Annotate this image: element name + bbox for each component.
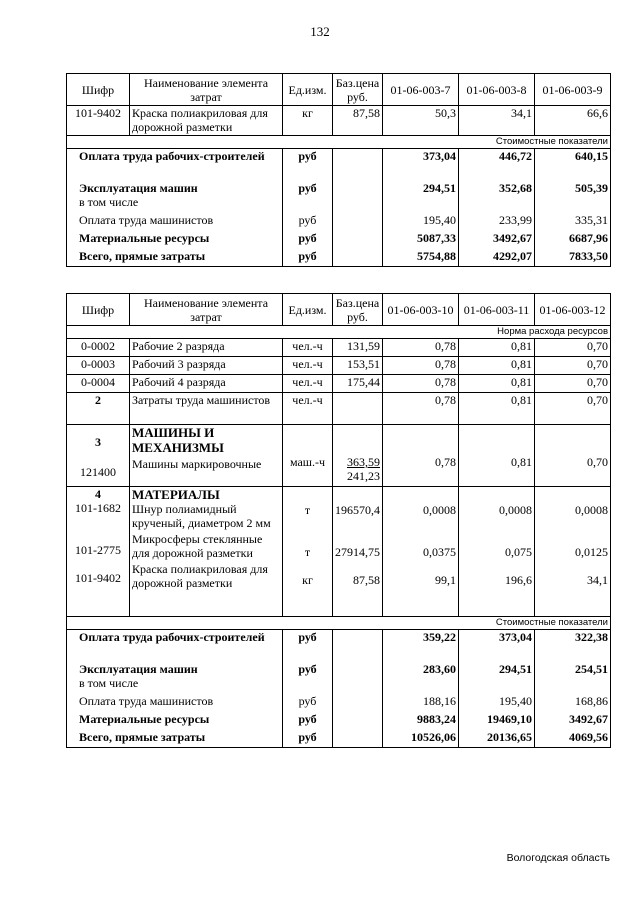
section-label: Стоимостные показатели bbox=[67, 617, 611, 630]
table-row: 0-0003 Рабочий 3 разряда чел.-ч 153,51 0,78 0,81 0,70 bbox=[67, 357, 611, 375]
machines-section: 3 121400 МАШИНЫ И МЕХАНИЗМЫ Машины маркировочные маш.-ч 363,59 241,23 0,78 0,81 0,70 bbox=[67, 425, 611, 487]
header-price: Баз.цена руб. bbox=[333, 294, 383, 326]
header-price: Баз.цена руб. bbox=[333, 74, 383, 106]
table-row: 2 Затраты труда машинистов чел.-ч 0,78 0,81 0,70 bbox=[67, 393, 611, 425]
header-col2: 01-06-003-11 bbox=[459, 294, 535, 326]
header-col1: 01-06-003-10 bbox=[383, 294, 459, 326]
header-unit: Ед.изм. bbox=[283, 74, 333, 106]
header-name: Наименование элемента затрат bbox=[130, 294, 283, 326]
header-col2: 01-06-003-8 bbox=[459, 74, 535, 106]
table-row: 0-0002 Рабочие 2 разряда чел.-ч 131,59 0,78 0,81 0,70 bbox=[67, 339, 611, 357]
header-col3: 01-06-003-12 bbox=[535, 294, 611, 326]
header-code: Шифр bbox=[67, 294, 130, 326]
page-number: 132 bbox=[310, 24, 330, 39]
header-unit: Ед.изм. bbox=[283, 294, 333, 326]
cost-table-1: Шифр Наименование элемента затрат Ед.изм. Баз.цена руб. 01-06-003-7 01-06-003-8 01-06-003-9 101-9402 Краска полиакриловая для дорожной разметки кг 87,58 50,3 34,1 66,6 Стоимостные показатели Оплата труда рабочих-строителей руб 373,04 446,72 640,15 Эксплуатация машин в том числе руб 294,51 352,68 505,39 Оплата труда машинистов руб 195,40 233,99 335,31 Материальные ресурсы руб 5087,33 3492,67 6687,96 Всего, прямые затраты руб 5754,88 4292,07 7833,50 bbox=[66, 73, 611, 267]
header-name: Наименование элемента затрат bbox=[130, 74, 283, 106]
section-label: Стоимостные показатели bbox=[67, 136, 611, 149]
table-row: 101-9402 Краска полиакриловая для дорожной разметки кг 87,58 50,3 34,1 66,6 bbox=[67, 106, 611, 136]
header-col3: 01-06-003-9 bbox=[535, 74, 611, 106]
header-col1: 01-06-003-7 bbox=[383, 74, 459, 106]
cost-table-2: Шифр Наименование элемента затрат Ед.изм. Баз.цена руб. 01-06-003-10 01-06-003-11 01-06-003-12 Норма расхода ресурсов 0-0002 Рабочие 2 разряда чел.-ч 131,59 0,78 0,81 0,70 0-0003 Рабочий 3 разряда чел.-ч 153,51 0,78 0,81 0,70 0-0004 Рабочий 4 разряда чел.-ч 175,44 0,78 0,81 0,70 2 Затраты труда машинистов чел.-ч 0,78 0,81 0,70 3 121400 МАШИНЫ И МЕХАНИЗМЫ Машины маркировочные маш.-ч 363,59 241,23 0,78 0,81 0,70 4 101-1682 101-2775 101-9402 МАТЕРИАЛЫ Шнур полиамидный крученый, диаметром 2 мм Микросферы стеклянные для дорожной разметки Краска полиакриловая для дорожной разметки т т кг 196570,4 27914,75 87,58 0,0008 0,0375 99,1 0,0008 0,075 196,6 0,0008 0,0125 34,1 Стоимостные показатели Оплата труда рабочих-строителей руб 359,22 373,04 322,38 Эксплуатация машин в том числе руб 283,60 294,51 254,51 Оплата труда машинистов руб 188,16 195,40 168,86 Материальные ресурсы руб 9883,24 19469,10 3492,67 Всего, прямые затраты руб 10526,06 20136,65 4069,56 bbox=[66, 293, 611, 748]
header-code: Шифр bbox=[67, 74, 130, 106]
footer-region: Вологодская область bbox=[506, 852, 610, 864]
table-row: 0-0004 Рабочий 4 разряда чел.-ч 175,44 0,78 0,81 0,70 bbox=[67, 375, 611, 393]
norm-label: Норма расхода ресурсов bbox=[67, 326, 611, 339]
materials-section: 4 101-1682 101-2775 101-9402 МАТЕРИАЛЫ Шнур полиамидный крученый, диаметром 2 мм Микросферы стеклянные для дорожной разметки Краска полиакриловая для дорожной разметки т т кг 196570,4 27914,75 87,58 0,0008 0,0375 99,1 0,0008 0,075 196,6 0,0008 0,0125 34,1 bbox=[67, 487, 611, 617]
